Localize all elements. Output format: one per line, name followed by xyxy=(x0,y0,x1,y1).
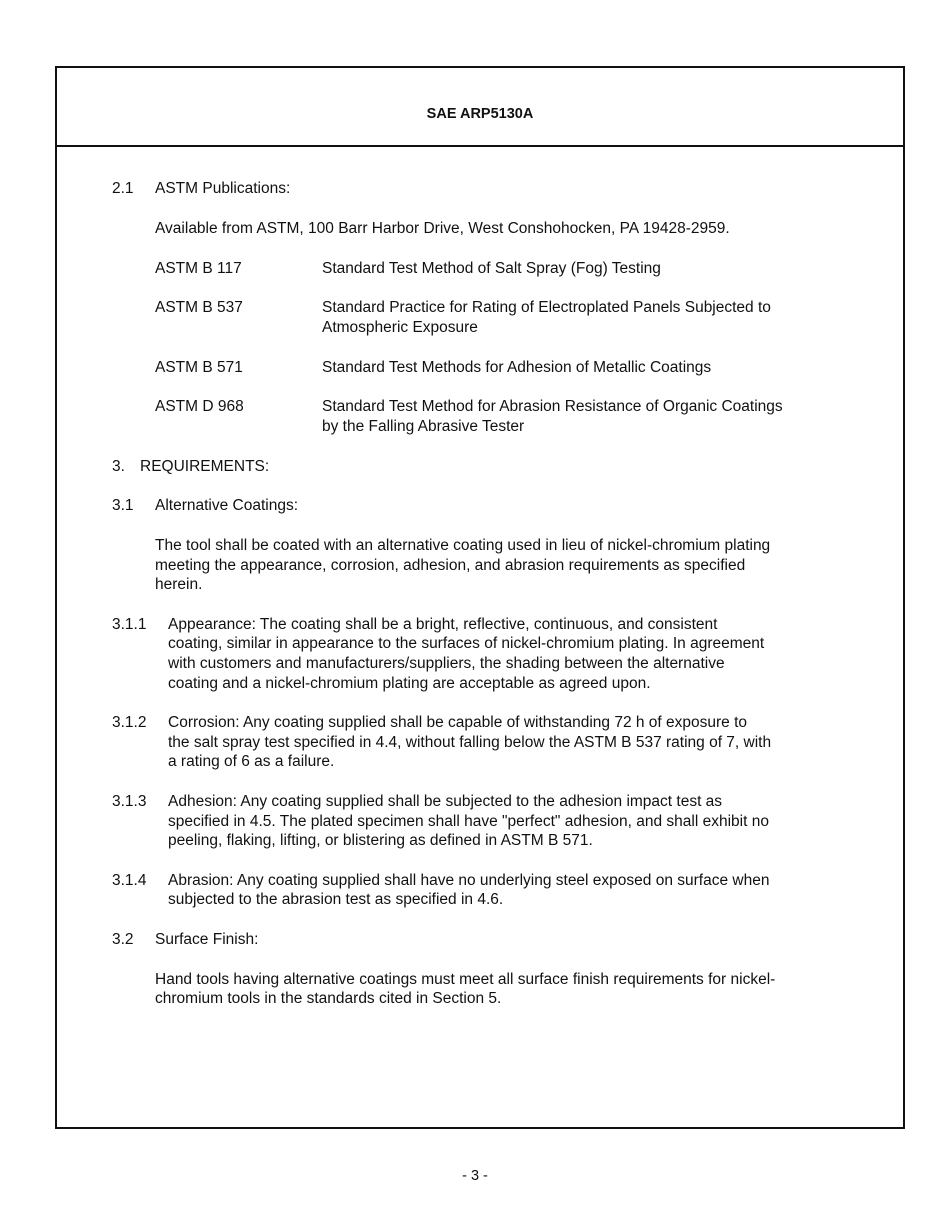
paragraph-line: coating and a nickel-chromium plating are acceptable as agreed upon. xyxy=(168,675,651,692)
paragraph-line: specified in 4.5. The plated specimen shall have "perfect" adhesion, and shall exhibit no xyxy=(168,813,769,830)
section-3-1-title: Alternative Coatings: xyxy=(155,497,299,514)
section-3-2-title: Surface Finish: xyxy=(155,931,259,948)
paragraph-line: Adhesion: Any coating supplied shall be subjected to the adhesion impact test as xyxy=(168,793,723,810)
paragraph-line: Hand tools having alternative coatings must meet all surface finish requirements for nickel- xyxy=(155,971,776,988)
paragraph-line: subjected to the abrasion test as specified in 4.6. xyxy=(168,891,504,908)
paragraph-line: peeling, flaking, lifting, or blistering as defined in ASTM B 571. xyxy=(168,832,593,849)
ref-title: Standard Practice for Rating of Electroplated Panels Subjected to xyxy=(322,299,771,316)
paragraph-line: a rating of 6 as a failure. xyxy=(168,753,335,770)
ref-title: Standard Test Method of Salt Spray (Fog) Testing xyxy=(322,260,661,277)
document-id: SAE ARP5130A xyxy=(426,106,534,122)
paragraph-line: chromium tools in the standards cited in Section 5. xyxy=(155,990,502,1007)
ref-code: ASTM B 537 xyxy=(155,299,243,316)
paragraph-line: the salt spray test specified in 4.4, without falling below the ASTM B 537 rating of 7, with xyxy=(168,734,772,751)
ref-code: ASTM D 968 xyxy=(155,398,244,415)
section-3-1-3-number: 3.1.3 xyxy=(112,793,147,810)
ref-title: by the Falling Abrasive Tester xyxy=(322,418,525,435)
section-3-1-2-number: 3.1.2 xyxy=(112,714,147,731)
section-3-1-number: 3.1 xyxy=(112,497,134,514)
ref-title: Standard Test Method for Abrasion Resistance of Organic Coatings xyxy=(322,398,783,415)
section-3-title: REQUIREMENTS: xyxy=(140,458,270,475)
ref-code: ASTM B 571 xyxy=(155,359,243,376)
paragraph-line: meeting the appearance, corrosion, adhesion, and abrasion requirements as specified xyxy=(155,557,746,574)
paragraph-line: Corrosion: Any coating supplied shall be capable of withstanding 72 h of exposure to xyxy=(168,714,748,731)
paragraph-line: coating, similar in appearance to the surfaces of nickel-chromium plating. In agreement xyxy=(168,635,765,652)
section-2-1-number: 2.1 xyxy=(112,180,134,197)
page-header xyxy=(57,68,903,147)
ref-code: ASTM B 117 xyxy=(155,260,242,277)
section-3-1-4-number: 3.1.4 xyxy=(112,872,147,889)
paragraph-line: The tool shall be coated with an alternative coating used in lieu of nickel-chromium plating xyxy=(155,537,771,554)
paragraph-line: herein. xyxy=(155,576,203,593)
astm-availability: Available from ASTM, 100 Barr Harbor Drive, West Conshohocken, PA 19428-2959. xyxy=(155,220,730,237)
paragraph-line: Abrasion: Any coating supplied shall have no underlying steel exposed on surface when xyxy=(168,872,770,889)
paragraph-line: Appearance: The coating shall be a bright, reflective, continuous, and consistent xyxy=(168,616,718,633)
page-number: - 3 - xyxy=(462,1168,488,1184)
section-3-2-number: 3.2 xyxy=(112,931,134,948)
section-3-number: 3. xyxy=(112,458,125,475)
ref-title: Standard Test Methods for Adhesion of Metallic Coatings xyxy=(322,359,712,376)
paragraph-line: with customers and manufacturers/suppliers, the shading between the alternative xyxy=(168,655,725,672)
ref-title: Atmospheric Exposure xyxy=(322,319,478,336)
section-2-1-title: ASTM Publications: xyxy=(155,180,291,197)
section-3-1-1-number: 3.1.1 xyxy=(112,616,147,633)
